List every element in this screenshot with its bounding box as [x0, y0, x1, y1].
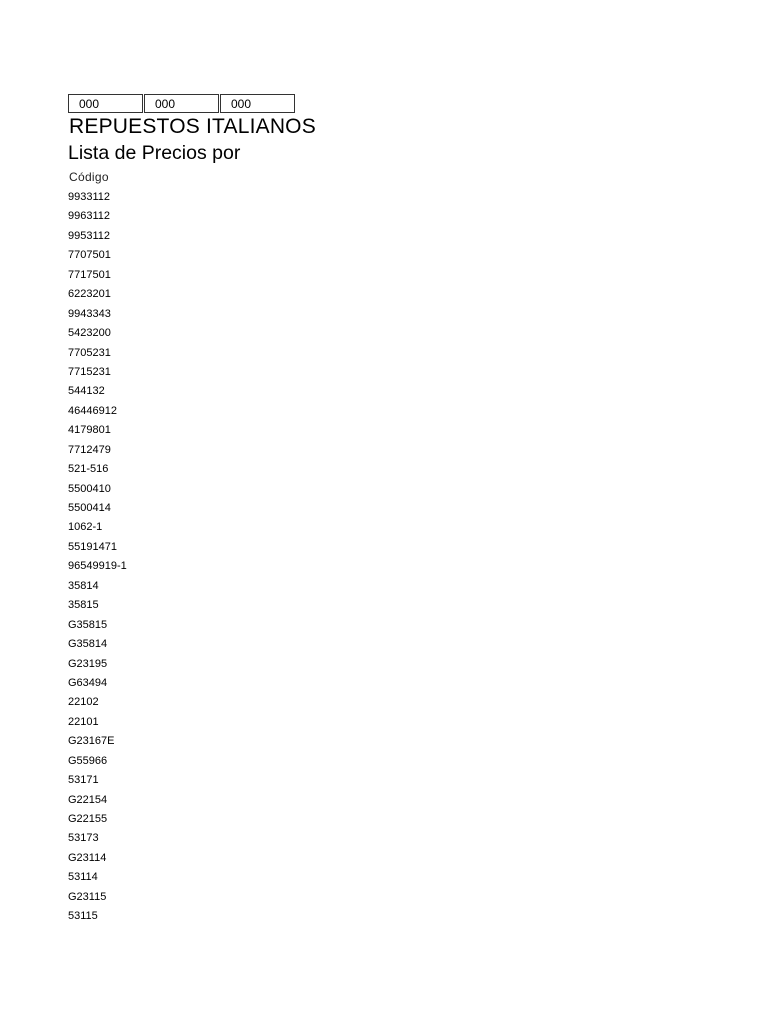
header-box-3: 000 — [220, 94, 295, 113]
code-row: 55191471 — [68, 540, 117, 553]
code-row: 7712479 — [68, 443, 111, 456]
code-row: 5423200 — [68, 327, 111, 340]
spreadsheet-visible-region — [68, 93, 316, 933]
code-row: 7717501 — [68, 268, 111, 281]
code-list — [68, 188, 127, 927]
header-boxes — [68, 94, 328, 114]
code-row: G35815 — [68, 618, 108, 631]
code-row: G23167E — [68, 735, 115, 748]
code-row: 7715231 — [68, 365, 111, 378]
code-row: 96549919-1 — [68, 560, 127, 573]
code-row: G23114 — [68, 851, 107, 864]
code-row: 9953112 — [68, 229, 111, 242]
code-row: 1062-1 — [68, 521, 103, 534]
code-row: 9943343 — [68, 307, 111, 320]
code-row: 53114 — [68, 871, 98, 884]
header-box-2: 000 — [144, 94, 219, 113]
code-row: 544132 — [68, 385, 105, 398]
code-row: 22101 — [68, 715, 99, 728]
code-row: 35814 — [68, 579, 99, 592]
code-row: G35814 — [68, 638, 108, 651]
company-title: REPUESTOS ITALIANOS — [69, 115, 316, 138]
code-column-header: Código — [69, 170, 109, 184]
code-row: 6223201 — [68, 288, 111, 301]
code-row: 53173 — [68, 832, 99, 845]
code-row: 35815 — [68, 599, 99, 612]
code-row: 521-516 — [68, 463, 109, 476]
header-box-1: 000 — [68, 94, 143, 113]
code-row: G22155 — [68, 813, 108, 825]
code-row: 46446912 — [68, 404, 117, 417]
code-row: 4179801 — [68, 424, 111, 437]
code-row: 53115 — [68, 910, 98, 923]
code-row: G63494 — [68, 676, 108, 689]
code-row: 5500410 — [68, 482, 111, 495]
code-row: 22102 — [68, 696, 99, 709]
price-list-subtitle: Lista de Precios por — [68, 142, 241, 164]
code-row: G55966 — [68, 754, 108, 767]
code-row: 5500414 — [68, 502, 111, 514]
code-row: 7705231 — [68, 346, 111, 359]
code-row: 7707501 — [68, 249, 111, 262]
code-row: 9933112 — [68, 191, 111, 203]
code-row: G23115 — [68, 890, 107, 903]
code-row: G22154 — [68, 793, 108, 806]
code-row: 53171 — [68, 774, 99, 787]
code-row: 9963112 — [68, 210, 111, 223]
code-row: G23195 — [68, 657, 108, 670]
